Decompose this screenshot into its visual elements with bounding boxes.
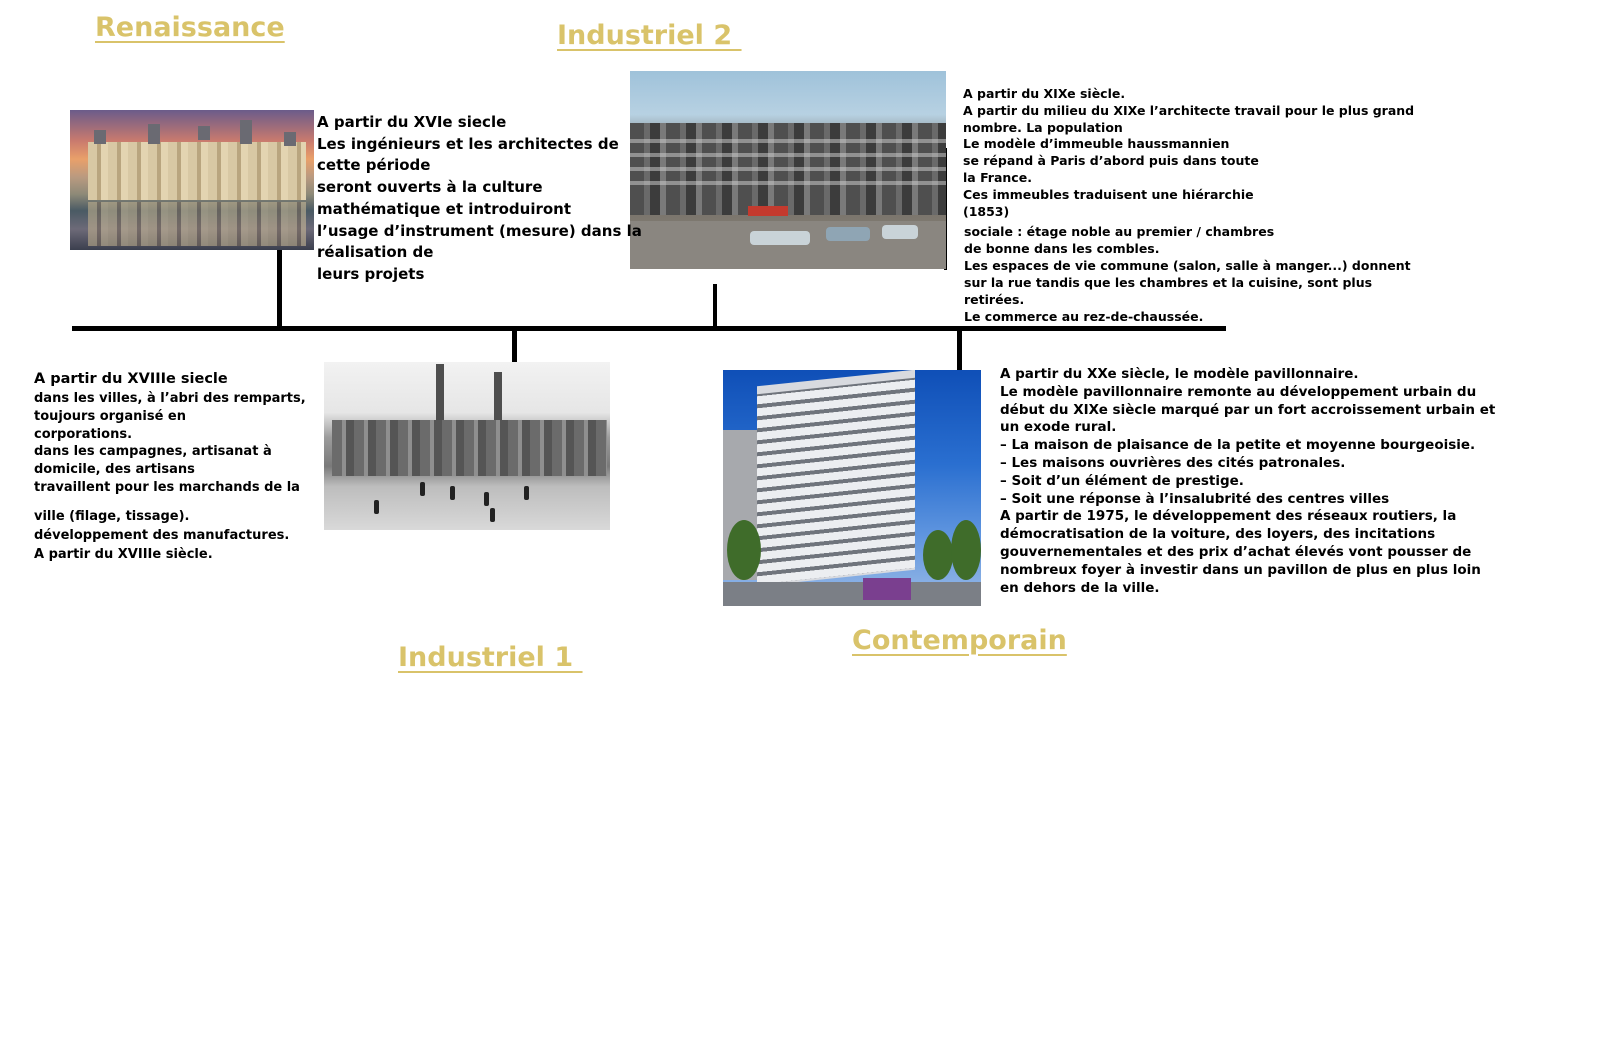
industriel-1-heading: A partir du XVIIIe siecle bbox=[34, 371, 228, 387]
title-industriel-1: Industriel 1 bbox=[398, 642, 583, 673]
industriel-2-description-part1: A partir du XIXe siècle. A partir du milieu du XIXe l’architecte travail pour le plus grand nombre. La population Le modèle d’immeuble haussmannien se répand à Paris d’abord puis dans toute la France. Ces immeubles traduisent une hiérarchie (1853) bbox=[963, 86, 1415, 219]
connector-contemporain bbox=[957, 330, 962, 370]
renaissance-description: A partir du XVIe siecle Les ingénieurs et les architectes de cette période seront ouverts à la culture mathématique et introduiront l’usage d’instrument (mesure) dans la réalisation de leurs projets bbox=[317, 113, 642, 283]
title-renaissance: Renaissance bbox=[95, 12, 285, 43]
contemporain-description: A partir du XXe siècle, le modèle pavillonnaire. Le modèle pavillonnaire remonte au développement urbain du début du XIXe siècle marqué par un fort accroissement urbain et un exode rural. – La maison de plaisance de la petite et moyenne bourgeoisie. – Les maisons ouvrières des cités patronales. – Soit d’un élément de prestige. – Soit une réponse à l’insalubrité des centres villes A partir de 1975, le développement des réseaux routiers, la démocratisation de la voiture, des loyers, des incitations gouvernementales et des prix d’achat élevés vont pousser de nombreux foyer à investir dans un pavillon de plus en plus loin en dehors de la ville. bbox=[1000, 366, 1496, 596]
timeline-axis bbox=[72, 326, 1226, 331]
apartment-tower-photo bbox=[723, 370, 981, 606]
connector-industriel-2 bbox=[713, 284, 717, 328]
industriel-1-description-part2: ville (filage, tissage). développement des manufactures. A partir du XVIIIe siècle. bbox=[34, 509, 290, 562]
factory-photo bbox=[324, 362, 610, 530]
title-industriel-2: Industriel 2 bbox=[557, 20, 742, 51]
industriel-2-description-part2: sociale : étage noble au premier / chambres de bonne dans les combles. Les espaces de vie commune (salon, salle à manger...) donnent sur la rue tandis que les chambres et la cuisine, sont plus retirées. Le commerce au rez-de-chaussée. bbox=[964, 224, 1411, 324]
title-contemporain: Contemporain bbox=[852, 625, 1067, 656]
street-buildings-photo bbox=[630, 71, 946, 269]
chateau-photo bbox=[70, 110, 314, 250]
industriel-1-description-part1: dans les villes, à l’abri des remparts, toujours organisé en corporations. dans les campagnes, artisanat à domicile, des artisans travaillent pour les marchands de la bbox=[34, 391, 306, 495]
connector-industriel-1 bbox=[512, 330, 517, 362]
connector-renaissance bbox=[277, 250, 282, 328]
